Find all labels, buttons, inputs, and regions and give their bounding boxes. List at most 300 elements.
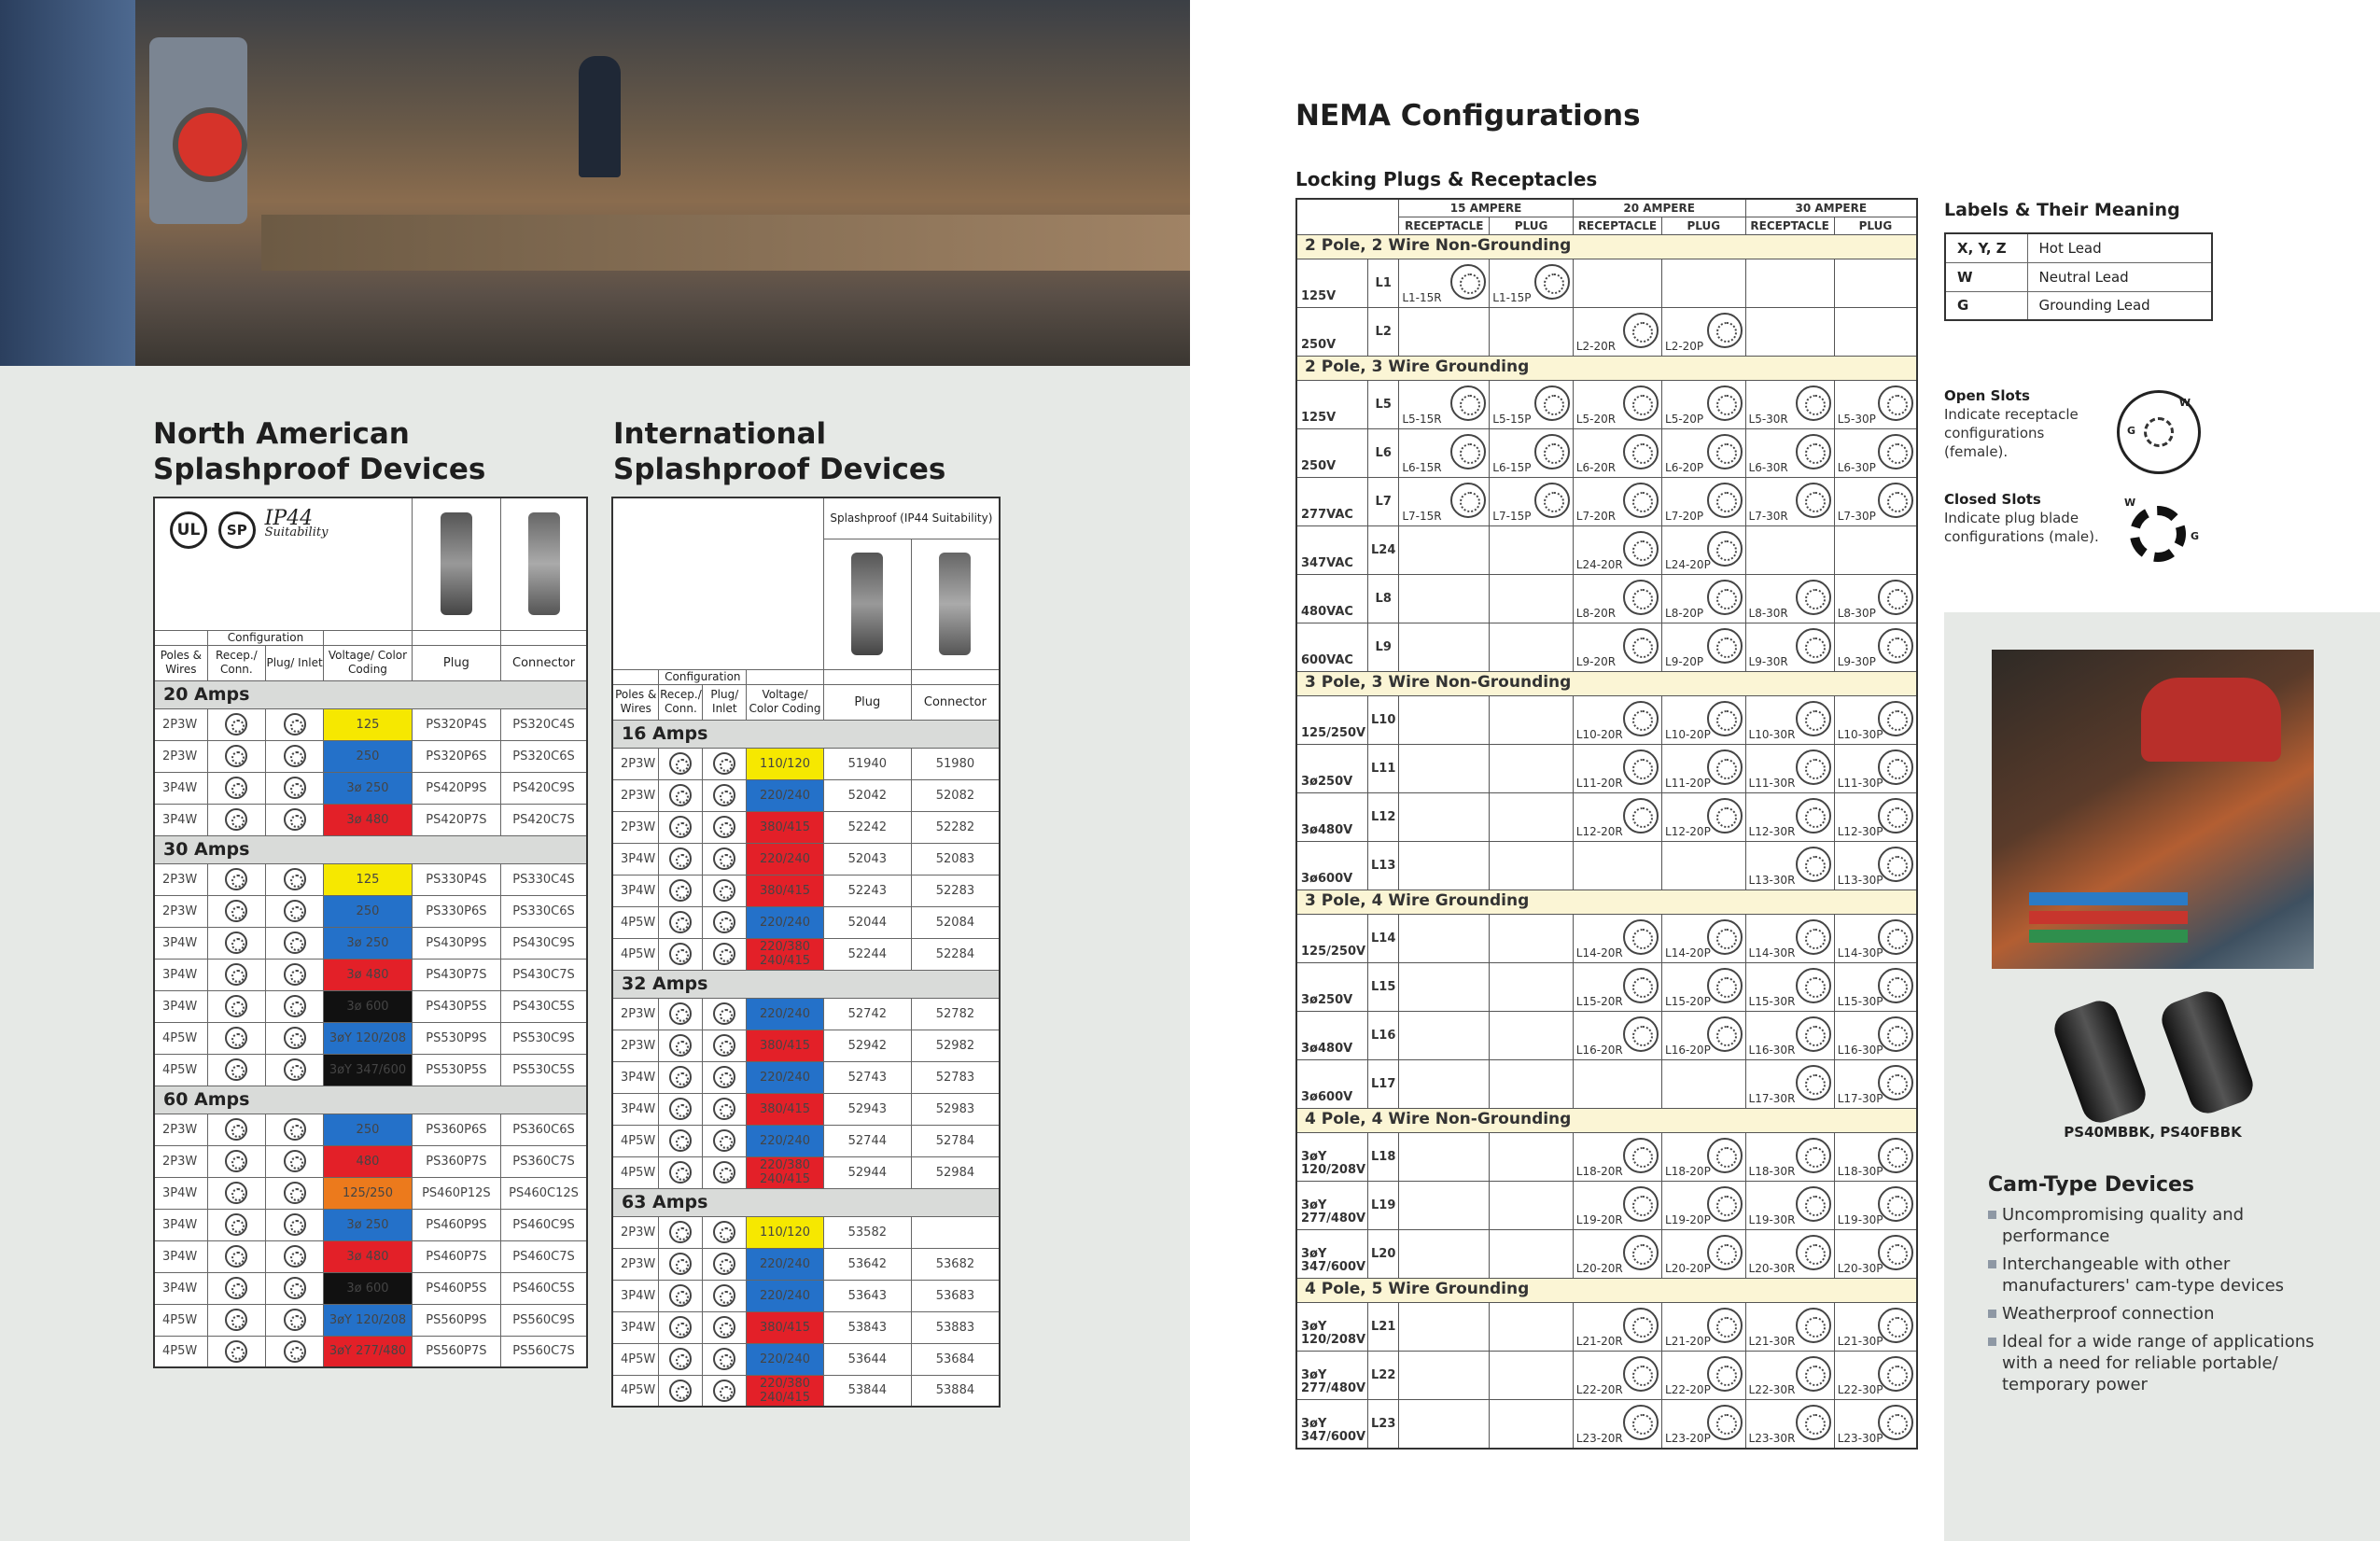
cam-photo [1992,650,2314,969]
plug-part-number: 53643 [823,1280,911,1311]
nema-voltage: 3ø600V [1296,842,1368,890]
nema-config-cell: L14-30R [1745,915,1834,963]
connector-part-number: PS530C5S [501,1054,587,1086]
nema-config-icon [1623,919,1659,955]
connector-part-number: 52283 [911,875,1000,906]
voltage-color: 220/240 [747,1125,824,1156]
plug-part-number: PS460P9S [412,1209,500,1240]
plug-diagram [703,1375,747,1407]
poles-wires: 2P3W [612,998,659,1030]
receptacle-face-icon [669,1284,692,1307]
connector-part-number: 52784 [911,1125,1000,1156]
nema-config-icon [1878,1405,1913,1440]
plug-part-number: 53844 [823,1375,911,1407]
blue-column [0,0,135,366]
nema-config-cell [1399,1012,1490,1060]
table-row [154,1272,587,1304]
plug-diagram [266,708,324,740]
plug-diagram [266,927,324,959]
nema-config-cell: L20-20P [1662,1230,1746,1279]
nema-config-cell: L18-20P [1662,1133,1746,1182]
nema-voltage: 3ø250V [1296,963,1368,1012]
nema-config-icon [1878,1016,1913,1052]
nema-row [1296,745,1917,793]
voltage-color: 3ø 480 [324,959,412,990]
table-row [612,1061,1000,1093]
open-slots-title: Open Slots [1944,387,2030,404]
receptacle-diagram [207,1272,265,1304]
nema-config-cell [1745,308,1834,357]
connector-image-icon [528,512,560,615]
connector-part-number: PS460C7S [501,1240,587,1272]
plug-part-number: PS460P5S [412,1272,500,1304]
poles-wires: 3P4W [154,804,207,835]
plug-part-number: PS530P5S [412,1054,500,1086]
nema-config-icon [1450,483,1486,518]
plug-face-icon [284,900,306,922]
nema-config-icon [1796,798,1831,834]
plug-face-icon [713,1380,735,1402]
nema-section-label: 3 Pole, 4 Wire Grounding [1296,890,1917,915]
nema-config-cell [1662,1060,1746,1109]
nema-config-cell: L23-20P [1662,1400,1746,1449]
plug-face-icon [284,1150,306,1172]
plug-diagram [703,1343,747,1375]
plug-face-icon [284,995,306,1017]
nema-code: L11 [1368,745,1399,793]
receptacle-diagram [659,1093,703,1125]
closed-slots-title: Closed Slots [1944,491,2041,508]
nema-config-cell [1490,308,1574,357]
nema-config-icon [1878,385,1913,421]
receptacle-face-icon [669,752,692,775]
table-row [612,1248,1000,1280]
nema-config-icon [1707,798,1743,834]
nema-row [1296,963,1917,1012]
plug-face-icon [284,1027,306,1049]
receptacle-diagram [207,708,265,740]
nema-config-icon [1878,434,1913,469]
plug-diagram [266,895,324,927]
label-key: W [1945,262,2027,291]
receptacle-diagram [207,1054,265,1086]
amp-30-header: 30 AMPERE [1745,199,1917,217]
poles-wires: 2P3W [612,1216,659,1248]
receptacle-face-icon [669,1129,692,1152]
voltage-color: 220/380 240/415 [747,938,824,970]
nema-config-cell: L10-30R [1745,696,1834,745]
nema-row [1296,478,1917,526]
nema-voltage: 3ø600V [1296,1060,1368,1109]
poles-wires: 2P3W [154,740,207,772]
receptacle-face-icon [225,1027,247,1049]
nema-config-icon [1878,1186,1913,1222]
voltage-color: 380/415 [747,1030,824,1061]
nema-config-icon [1623,1356,1659,1392]
receptacle-face-icon [225,1213,247,1236]
nema-config-icon [1534,434,1570,469]
nema-config-cell [1490,1012,1574,1060]
sub-header: RECEPTACLE [1573,217,1661,235]
nema-config-cell: L19-30R [1745,1182,1834,1230]
nema-config-icon [1796,1016,1831,1052]
plug-part-number: PS530P9S [412,1022,500,1054]
label-meaning: Neutral Lead [2027,262,2212,291]
nema-config-icon [1878,1138,1913,1173]
nema-config-icon [1707,1356,1743,1392]
cert-logos [154,497,412,630]
closed-slot-diagram-icon [2117,493,2201,577]
receptacle-diagram [659,1030,703,1061]
nema-config-icon [1623,798,1659,834]
nema-config-cell [1490,1182,1574,1230]
receptacle-face-icon [669,1002,692,1025]
poles-wires: 3P4W [612,1061,659,1093]
poles-wires: 3P4W [154,1240,207,1272]
receptacle-diagram [659,843,703,875]
nema-row [1296,793,1917,842]
plug-diagram [703,1311,747,1343]
nema-config-icon [1707,483,1743,518]
open-w-label: W [2178,397,2191,409]
poles-wires: 3P4W [612,1093,659,1125]
label-key: X, Y, Z [1945,233,2027,262]
red-socket-icon [173,107,247,182]
poles-wires: 3P4W [154,927,207,959]
poles-header: Poles & Wires [154,645,207,680]
connector-part-number: 52983 [911,1093,1000,1125]
nema-config-icon [1623,580,1659,615]
plug-diagram [266,990,324,1022]
table-row [612,748,1000,779]
nema-config-cell: L21-30R [1745,1303,1834,1352]
nema-section-header [1296,1279,1917,1303]
bullet-item: Interchangeable with other manufacturers' cam-type devices [1988,1254,2343,1296]
nema-config-cell: L13-30R [1745,842,1834,890]
nema-voltage: 3øY 120/208V [1296,1303,1368,1352]
na-device-table [153,497,588,1368]
nema-config-cell: L14-20R [1573,915,1661,963]
plug-face-icon [284,777,306,799]
plug-face-icon [284,1340,306,1363]
nema-config-cell: L6-20R [1573,429,1661,478]
nema-config-cell: L11-30P [1834,745,1917,793]
nema-config-cell: L10-20R [1573,696,1661,745]
plug-part-number: 52043 [823,843,911,875]
poles-wires: 3P4W [154,1209,207,1240]
plug-part-number: PS330P4S [412,863,500,895]
voltage-color: 220/240 [747,998,824,1030]
nema-config-icon [1623,531,1659,567]
nema-config-icon [1878,919,1913,955]
nema-config-cell: L11-30R [1745,745,1834,793]
voltage-color: 3ø 250 [324,772,412,804]
intl-connector-header: Connector [911,684,1000,720]
open-slot-diagram-icon [2117,390,2201,474]
plug-part-number: PS430P9S [412,927,500,959]
csa-logo-icon: SP [218,511,256,549]
nema-voltage: 250V [1296,429,1368,478]
voltage-color: 220/240 [747,1061,824,1093]
plug-face-icon [713,784,735,806]
nema-config-cell: L6-15P [1490,429,1574,478]
poles-wires: 4P5W [612,1156,659,1188]
receptacle-face-icon [225,713,247,735]
nema-config-icon [1878,483,1913,518]
nema-config-cell: L23-30R [1745,1400,1834,1449]
receptacle-diagram [659,811,703,843]
receptacle-diagram [659,1125,703,1156]
plug-face-icon [713,1316,735,1338]
nema-voltage: 3øY 120/208V [1296,1133,1368,1182]
plug-diagram [703,1061,747,1093]
plug-face-icon [713,1348,735,1370]
voltage-color: 220/240 [747,1248,824,1280]
nema-config-cell [1490,526,1574,575]
nema-config-icon [1796,1405,1831,1440]
poles-wires: 4P5W [154,1054,207,1086]
nema-config-cell: L9-30R [1745,623,1834,672]
plug-diagram [266,772,324,804]
poles-wires: 3P4W [612,875,659,906]
intl-plug-header: Plug [823,684,911,720]
nema-config-icon [1623,968,1659,1003]
nema-config-cell: L7-15P [1490,478,1574,526]
nema-row [1296,575,1917,623]
nema-config-cell [1399,963,1490,1012]
nema-config-cell: L7-20R [1573,478,1661,526]
voltage-color: 3øY 277/480 [324,1336,412,1367]
nema-config-icon [1707,919,1743,955]
voltage-color: 220/240 [747,1280,824,1311]
nema-config-icon [1707,968,1743,1003]
nema-row [1296,915,1917,963]
nema-config-cell: L9-30P [1834,623,1917,672]
nema-section-header [1296,672,1917,696]
connector-part-number: 51980 [911,748,1000,779]
plug-face-icon [284,1182,306,1204]
table-row [154,927,587,959]
nema-config-icon [1450,434,1486,469]
poles-wires: 3P4W [154,772,207,804]
plug-face-icon [284,1213,306,1236]
connector-part-number: PS330C6S [501,895,587,927]
nema-config-cell [1490,793,1574,842]
nema-config-cell: L17-30P [1834,1060,1917,1109]
sub-header: RECEPTACLE [1745,217,1834,235]
nema-config-icon [1796,434,1831,469]
nema-config-cell: L7-15R [1399,478,1490,526]
cam-caption: PS40MBBK, PS40FBBK [2064,1124,2242,1141]
label-key: G [1945,291,2027,320]
cam-cable-blue [2029,892,2188,905]
receptacle-face-icon [225,777,247,799]
plug-diagram [266,1114,324,1145]
table-row [612,938,1000,970]
nema-config-icon [1623,1405,1659,1440]
nema-row [1296,1400,1917,1449]
poles-wires: 2P3W [612,811,659,843]
nema-config-cell: L6-15R [1399,429,1490,478]
nema-config-cell: L1-15P [1490,259,1574,308]
receptacle-face-icon [669,1066,692,1088]
receptacle-face-icon [225,1058,247,1081]
nema-config-icon [1796,1065,1831,1100]
nema-config-cell [1573,1060,1661,1109]
plug-face-icon [284,932,306,954]
nema-config-cell [1490,842,1574,890]
plug-part-number: PS420P7S [412,804,500,835]
nema-config-cell [1490,696,1574,745]
voltage-color: 380/415 [747,811,824,843]
nema-config-cell [1399,696,1490,745]
nema-config-cell [1745,259,1834,308]
closed-g-label: G [2190,530,2199,542]
nema-row [1296,429,1917,478]
closed-slot-ring [2130,506,2186,562]
closed-slots-text: Indicate plug blade configurations (male). [1944,510,2099,545]
nema-voltage: 125/250V [1296,696,1368,745]
nema-code: L16 [1368,1012,1399,1060]
plug-diagram [266,1145,324,1177]
nema-config-cell [1834,259,1917,308]
plug-part-number: PS430P7S [412,959,500,990]
nema-config-icon [1796,919,1831,955]
plug-diagram [703,906,747,938]
receptacle-diagram [207,1240,265,1272]
poles-wires: 2P3W [154,708,207,740]
nema-config-icon [1878,580,1913,615]
nema-config-cell [1834,308,1917,357]
nema-voltage: 600VAC [1296,623,1368,672]
voltage-color: 220/380 240/415 [747,1375,824,1407]
connector-part-number: 53884 [911,1375,1000,1407]
connector-part-number: PS360C7S [501,1145,587,1177]
nema-config-icon [1878,701,1913,736]
plug-diagram [266,740,324,772]
nema-table [1295,198,1918,1450]
nema-config-icon [1623,483,1659,518]
plug-part-number: PS560P7S [412,1336,500,1367]
nema-code: L18 [1368,1133,1399,1182]
voltage-color: 380/415 [747,1093,824,1125]
nema-code: L8 [1368,575,1399,623]
open-slot-ring [2144,417,2174,447]
nema-config-icon [1707,385,1743,421]
nema-voltage: 3øY 277/480V [1296,1352,1368,1400]
receptacle-diagram [207,927,265,959]
voltage-color: 3ø 480 [324,804,412,835]
receptacle-face-icon [669,848,692,870]
table-row [154,863,587,895]
connector-part-number: 52082 [911,779,1000,811]
receptacle-face-icon [669,1034,692,1057]
nema-config-icon [1796,968,1831,1003]
amp-section-header [612,970,1000,998]
plug-face-icon [284,1277,306,1299]
plug-face-icon [284,1245,306,1268]
nema-code: L12 [1368,793,1399,842]
nema-voltage: 347VAC [1296,526,1368,575]
nema-config-icon [1707,1186,1743,1222]
nema-config-cell: L8-20P [1662,575,1746,623]
receptacle-face-icon [225,1277,247,1299]
poles-wires: 3P4W [154,990,207,1022]
nema-config-cell: L13-30P [1834,842,1917,890]
connector-part-number: PS320C6S [501,740,587,772]
poles-wires: 4P5W [154,1304,207,1336]
voltage-color: 125 [324,863,412,895]
nema-config-icon [1707,749,1743,785]
plug-face-icon [284,713,306,735]
plug-part-number: 52744 [823,1125,911,1156]
nema-config-cell: L22-20P [1662,1352,1746,1400]
plug-part-number: PS330P6S [412,895,500,927]
receptacle-diagram [207,895,265,927]
amp-section-label: 16 Amps [612,720,1000,748]
connector-part-number: 52783 [911,1061,1000,1093]
plug-diagram [266,1209,324,1240]
plug-diagram [266,1304,324,1336]
connector-part-number: PS460C12S [501,1177,587,1209]
plug-part-number: PS320P4S [412,708,500,740]
nema-config-cell [1399,1133,1490,1182]
labels-title: Labels & Their Meaning [1944,200,2180,220]
nema-voltage: 277VAC [1296,478,1368,526]
nema-section-label: 2 Pole, 3 Wire Grounding [1296,357,1917,381]
poles-wires: 3P4W [154,1272,207,1304]
nema-config-cell: L22-30P [1834,1352,1917,1400]
receptacle-face-icon [669,879,692,902]
plug-part-number: PS430P5S [412,990,500,1022]
nema-config-icon [1534,483,1570,518]
intl-connector-image-icon [939,553,971,655]
nema-row [1296,1012,1917,1060]
receptacle-face-icon [669,1221,692,1243]
nema-code: L21 [1368,1303,1399,1352]
nema-code: L5 [1368,381,1399,429]
receptacle-diagram [207,772,265,804]
plug-face-icon [713,911,735,933]
nema-code: L10 [1368,696,1399,745]
amp-section-header [612,1188,1000,1216]
nema-row [1296,1303,1917,1352]
poles-wires: 4P5W [154,1336,207,1367]
nema-config-icon [1534,385,1570,421]
cam-title: Cam-Type Devices [1988,1173,2194,1197]
plug-face-icon [284,1058,306,1081]
plug-part-number: PS460P7S [412,1240,500,1272]
plug-face-icon [284,963,306,986]
plug-diagram [703,843,747,875]
voltage-color: 220/240 [747,779,824,811]
nema-config-cell [1399,1352,1490,1400]
connector-part-number: PS430C7S [501,959,587,990]
bullet-item: Ideal for a wide range of applications with a need for reliable portable/ temporary power [1988,1331,2343,1395]
voltage-color: 250 [324,895,412,927]
nema-row [1296,1182,1917,1230]
nema-config-icon [1878,968,1913,1003]
voltage-color: 3øY 120/208 [324,1304,412,1336]
table-row [612,875,1000,906]
poles-wires: 3P4W [154,1177,207,1209]
closed-slots-note [1944,490,2112,546]
voltage-color: 380/415 [747,875,824,906]
nema-code: L13 [1368,842,1399,890]
receptacle-face-icon [669,1253,692,1275]
receptacle-diagram [207,1145,265,1177]
plug-face-icon [713,1284,735,1307]
